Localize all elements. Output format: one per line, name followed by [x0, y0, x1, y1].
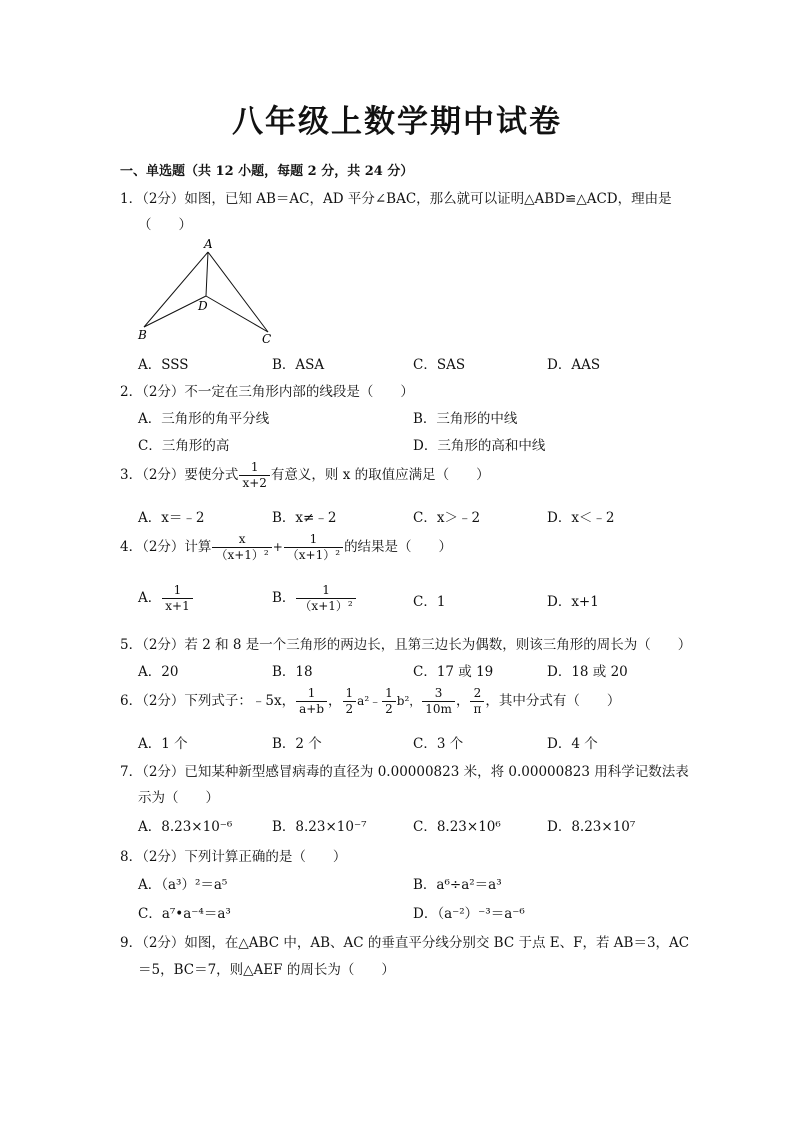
question-6-stem: 6．（2分）下列式子：﹣5x， $\frac{1}{a+b}$ ， $\frac{1}{2}$ a²﹣ $\frac{1}{2}$ b²， $\frac{3}{10m}$ ， $\frac{2}{\pi}$ ，其中分式有（ ） — [120, 686, 621, 716]
q5-option-c: C．17 或 19 — [413, 664, 494, 680]
q7-option-c: C．8.23×10⁶ — [413, 819, 501, 835]
q1-option-d: D．AAS — [547, 357, 601, 373]
q1-option-b: B．ASA — [272, 357, 325, 373]
question-4-stem: 4．（2分）计算 $\frac{x}{\text{（x+1）²}}$ + $\frac{1}{\text{（x+1）²}}$ 的结果是（ ） — [120, 532, 453, 562]
point-b-label: B — [138, 328, 147, 342]
question-9-line1: 9．（2分）如图，在△ABC 中，AB、AC 的垂直平分线分别交 BC 于点 E、F，若 AB＝3，AC — [120, 935, 690, 951]
question-9-line2: ＝5，BC＝7，则△AEF 的周长为（ ） — [138, 962, 395, 978]
q2-option-c: C．三角形的高 — [138, 438, 230, 454]
q5-option-b: B．18 — [272, 664, 313, 680]
q3-option-b: B．x≠﹣2 — [272, 510, 337, 526]
q7-option-b: B．8.23×10⁻⁷ — [272, 819, 367, 835]
q5-option-d: D．18 或 20 — [547, 664, 628, 680]
q7-option-d: D．8.23×10⁷ — [547, 819, 636, 835]
q3-option-d: D．x＜﹣2 — [547, 510, 615, 526]
q4-option-d: D．x+1 — [547, 594, 599, 610]
fraction: $\frac{x}{\text{（x+1）²}}$ — [212, 532, 271, 563]
q2-option-b: B．三角形的中线 — [413, 411, 518, 427]
q6-option-b: B．2 个 — [272, 736, 322, 752]
q6-option-c: C．3 个 — [413, 736, 464, 752]
triangle-figure — [134, 238, 284, 348]
question-7-line1: 7．（2分）已知某种新型感冒病毒的直径为 0.00000823 米，将 0.00000823 用科学记数法表 — [120, 764, 689, 780]
fraction: $\frac{1}{\text{（x+1）²}}$ — [284, 532, 343, 563]
q2-option-d: D．三角形的高和中线 — [413, 438, 546, 454]
point-a-label: A — [204, 238, 213, 251]
q8-option-c: C．a⁷•a⁻⁴＝a³ — [138, 906, 231, 922]
q4-option-a: A． $\frac{1}{x+1}$ — [138, 583, 194, 614]
q7-option-a: A．8.23×10⁻⁶ — [138, 819, 233, 835]
question-7-line2: 示为（ ） — [138, 790, 219, 806]
q8-option-a: A．（a³）²＝a⁵ — [138, 877, 228, 893]
q3-option-a: A．x＝﹣2 — [138, 510, 205, 526]
question-1-stem: 1．（2分）如图，已知 AB＝AC，AD 平分∠BAC，那么就可以证明△ABD≌△ACD，理由是 — [120, 191, 672, 207]
point-c-label: C — [262, 332, 272, 346]
q4-option-c: C．1 — [413, 594, 446, 610]
question-8-stem: 8．（2分）下列计算正确的是（ ） — [120, 849, 347, 865]
q3-option-c: C．x＞﹣2 — [413, 510, 481, 526]
section-heading: 一、单选题（共 12 小题，每题 2 分，共 24 分） — [120, 164, 414, 179]
question-3-stem: 3．（2分）要使分式 $\frac{1}{x+2}$ 有意义，则 x 的取值应满足（ ） — [120, 460, 490, 490]
fraction: $\frac{1}{x+2}$ — [239, 460, 269, 491]
question-5-stem: 5．（2分）若 2 和 8 是一个三角形的两边长，且第三边长为偶数，则该三角形的周长为（ ） — [120, 637, 692, 653]
q4-option-b: B． $\frac{1}{\text{（x+1）²}}$ — [272, 583, 357, 614]
q1-option-c: C．SAS — [413, 357, 466, 373]
q5-option-a: A．20 — [138, 664, 179, 680]
q1-option-a: A．SSS — [138, 357, 189, 373]
question-1-paren: （ ） — [138, 217, 192, 233]
q2-option-a: A．三角形的角平分线 — [138, 411, 270, 427]
q8-option-d: D．（a⁻²）⁻³＝a⁻⁶ — [413, 906, 525, 922]
point-d-label: D — [198, 299, 208, 313]
q6-option-a: A．1 个 — [138, 736, 188, 752]
question-2-stem: 2．（2分）不一定在三角形内部的线段是（ ） — [120, 384, 414, 400]
q6-option-d: D．4 个 — [547, 736, 598, 752]
q8-option-b: B．a⁶÷a²＝a³ — [413, 877, 502, 893]
page-title: 八年级上数学期中试卷 — [232, 104, 562, 140]
